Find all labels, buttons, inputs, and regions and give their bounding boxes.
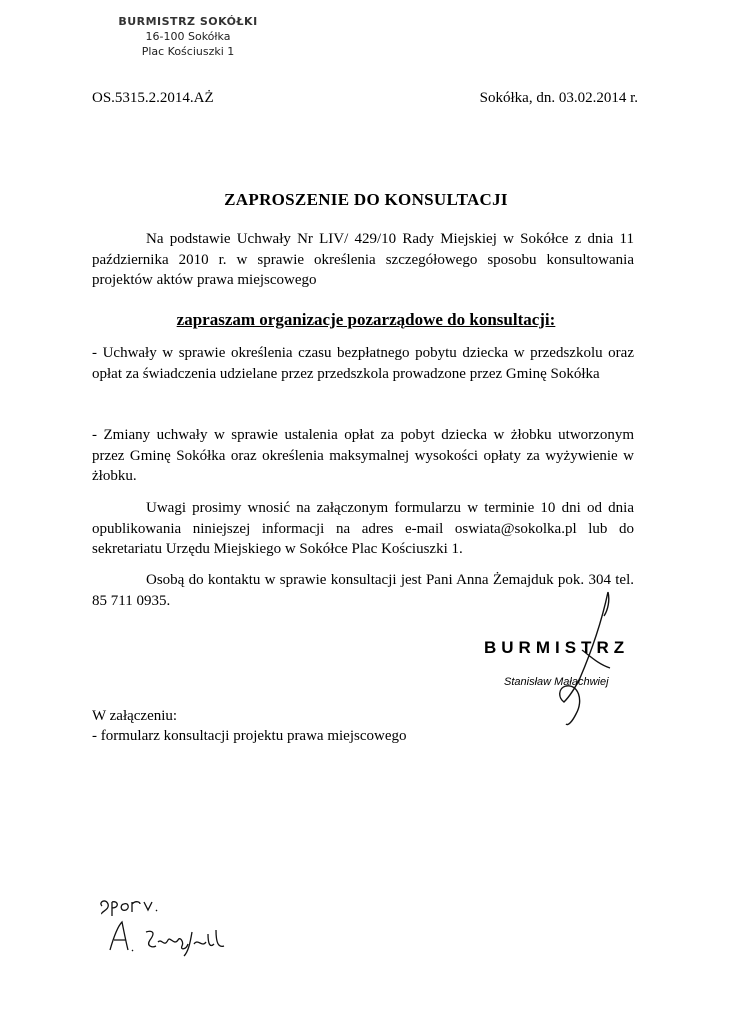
place-and-date: Sokółka, dn. 03.02.2014 r. xyxy=(479,90,638,106)
stamp-line-1: BURMISTRZ SOKÓŁKI xyxy=(118,15,258,28)
signatory-title: BURMISTRZ xyxy=(484,638,630,657)
document-reference: OS.5315.2.2014.AŻ xyxy=(92,90,214,106)
intro-text: Na podstawie Uchwały Nr LIV/ 429/10 Rady Miejskiej w Sokółce z dnia 11 października 2010 r. w sprawie określenia szczegółowego sposobu konsultowania projektów aktów prawa miejscowego xyxy=(92,231,634,288)
office-stamp xyxy=(118,14,258,59)
signatory-name: Stanisław Małachwiej xyxy=(504,676,609,688)
stamp-line-3: Plac Kościuszki 1 xyxy=(141,45,235,58)
handwritten-note xyxy=(96,892,236,962)
attachment-item: - formularz konsultacji projektu prawa miejscowego xyxy=(92,728,407,744)
remarks-paragraph: Uwagi prosimy wnosić na załączonym formularzu w terminie 10 dni od dnia opublikowania niniejszej informacji na adres e-mail oswiata@sokolka.pl lub do sekretariatu Urzędu Miejskiego w Sokółce Plac Kościuszki 1. xyxy=(92,500,634,557)
contact-paragraph: Osobą do kontaktu w sprawie konsultacji jest Pani Anna Żemajduk pok. 304 tel. 85 711 0935. xyxy=(92,572,634,609)
signature-scribble xyxy=(530,590,640,730)
intro-paragraph xyxy=(92,229,634,291)
consultation-item-2: - Zmiany uchwały w sprawie ustalenia opłat za pobyt dziecka w żłobku utworzonym przez Gminę Sokółka oraz określenia maksymalnej wysokości opłaty za wyżywienie w żłobku. xyxy=(92,427,634,484)
invitation-heading: zapraszam organizacje pozarządowe do konsultacji: xyxy=(176,310,556,329)
stamp-line-2: 16-100 Sokółka xyxy=(145,30,231,43)
attachment-label: W załączeniu: xyxy=(92,708,178,724)
consultation-item-1: - Uchwały w sprawie określenia czasu bezpłatnego pobytu dziecka w przedszkolu oraz opłat za świadczenia udzielane przez przedszkola prowadzone przez Gminę Sokółka xyxy=(92,345,634,382)
document-title: ZAPROSZENIE DO KONSULTACJI xyxy=(224,190,508,209)
